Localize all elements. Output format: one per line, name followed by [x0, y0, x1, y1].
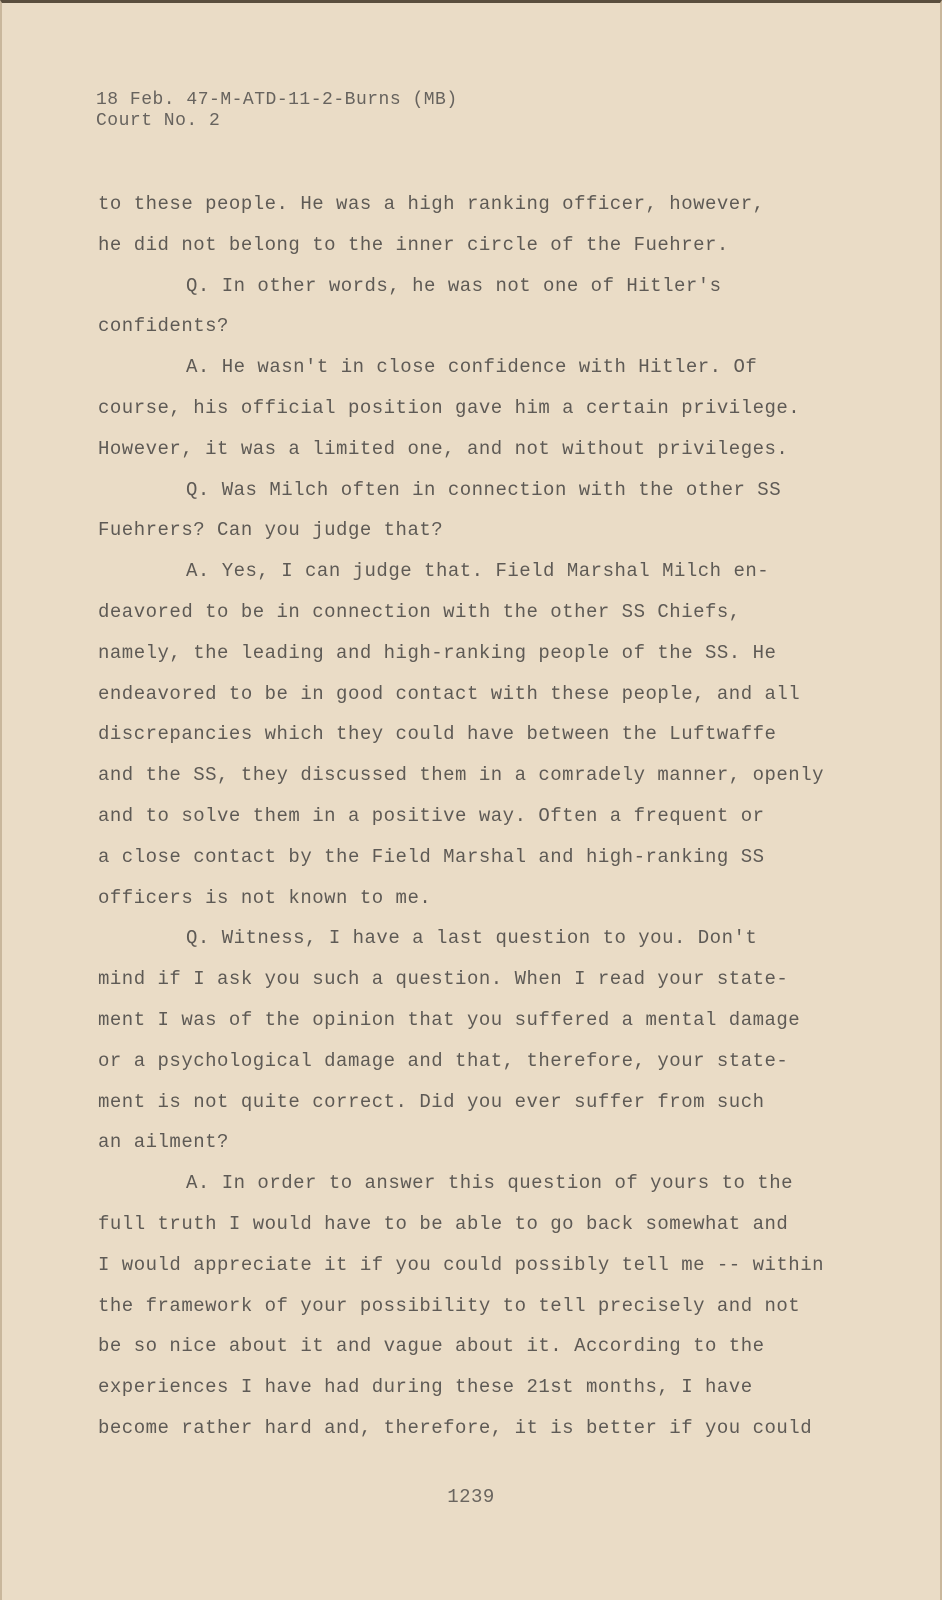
transcript-line: an ailment? [98, 1131, 229, 1154]
transcript-line: to these people. He was a high ranking officer, however, [98, 193, 765, 215]
transcript-body [98, 190, 858, 1455]
transcript-line: A. Yes, I can judge that. Field Marshal Milch en- [186, 560, 770, 583]
transcript-line: Fuehrers? Can you judge that? [98, 519, 444, 542]
transcript-line: deavored to be in connection with the other SS Chiefs, [98, 600, 741, 623]
transcript-line: discrepancies which they could have between the Luftwaffe [98, 723, 777, 746]
transcript-line: I would appreciate it if you could possibly tell me -- within [98, 1253, 825, 1276]
transcript-line: officers is not known to me. [98, 886, 432, 909]
transcript-line: become rather hard and, therefore, it is better if you could [98, 1416, 813, 1439]
transcript-line: and the SS, they discussed them in a comradely manner, openly [98, 764, 825, 787]
transcript-line: However, it was a limited one, and not without privileges. [98, 437, 789, 460]
header-line-court: Court No. 2 [96, 111, 221, 131]
transcript-line: namely, the leading and high-ranking people of the SS. He [98, 641, 777, 664]
transcript-line: Q. Was Milch often in connection with the other SS [186, 478, 782, 501]
document-header [96, 90, 458, 132]
transcript-line: Q. In other words, he was not one of Hitler's [186, 274, 722, 297]
transcript-line: course, his official position gave him a certain privilege. [98, 396, 801, 419]
transcript-line: endeavored to be in good contact with these people, and all [98, 682, 801, 705]
transcript-line: Q. Witness, I have a last question to you. Don't [186, 927, 758, 950]
transcript-line: ment I was of the opinion that you suffered a mental damage [98, 1008, 801, 1031]
transcript-line: mind if I ask you such a question. When I read your state- [98, 968, 789, 991]
transcript-line: confidents? [98, 315, 229, 338]
transcript-line: experiences I have had during these 21st months, I have [98, 1376, 753, 1399]
transcript-line: and to solve them in a positive way. Often a frequent or [98, 804, 765, 827]
transcript-line: he did not belong to the inner circle of the Fuehrer. [98, 233, 729, 256]
transcript-line: or a psychological damage and that, therefore, your state- [98, 1049, 789, 1072]
transcript-line: full truth I would have to be able to go back somewhat and [98, 1212, 789, 1235]
transcript-line: the framework of your possibility to tell precisely and not [98, 1294, 801, 1317]
transcript-line: A. In order to answer this question of yours to the [186, 1172, 793, 1195]
header-line-date-reference: 18 Feb. 47-M-ATD-11-2-Burns (MB) [96, 90, 458, 110]
transcript-line: a close contact by the Field Marshal and high-ranking SS [98, 845, 765, 868]
page-number: 1239 [447, 1486, 495, 1508]
transcript-line: A. He wasn't in close confidence with Hitler. Of [186, 356, 758, 379]
transcript-line: be so nice about it and vague about it. According to the [98, 1335, 765, 1358]
transcript-line: ment is not quite correct. Did you ever suffer from such [98, 1090, 765, 1113]
